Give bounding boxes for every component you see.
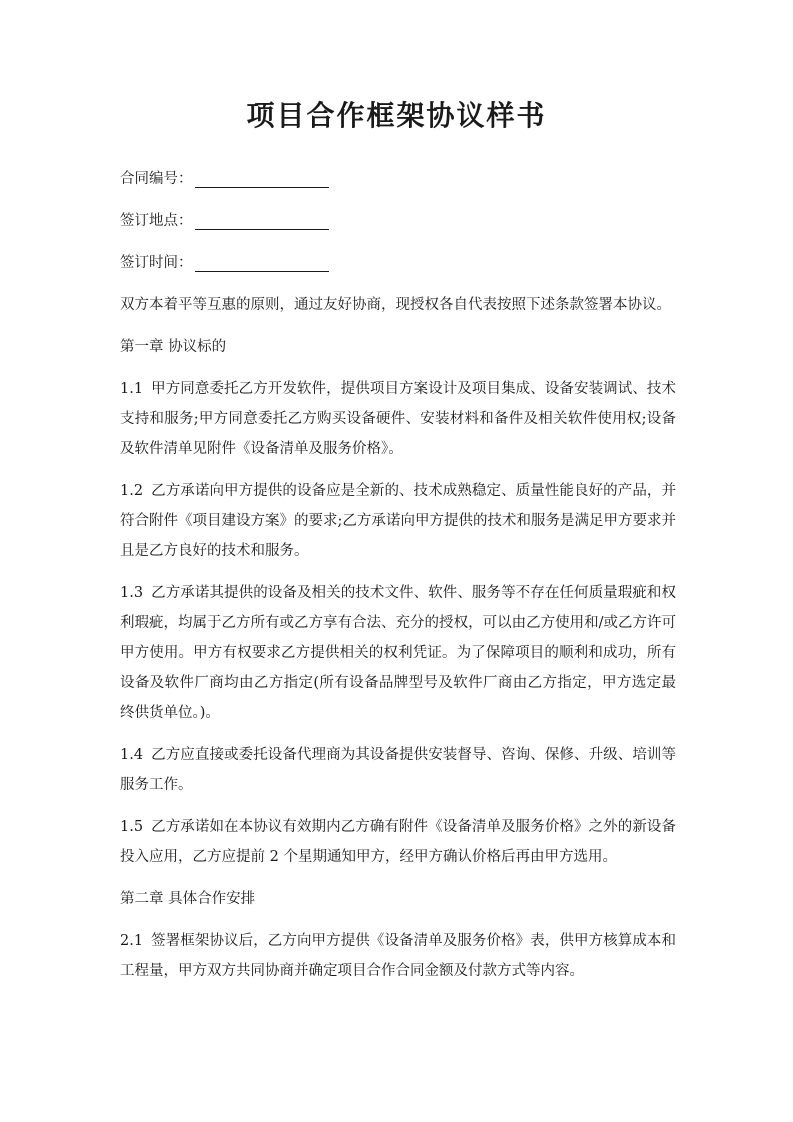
signing-time-label: 签订时间： xyxy=(120,255,193,271)
clause-text: 乙方承诺其提供的设备及相关的技术文件、软件、服务等不存在任何质量瑕疵和权利瑕疵，均属于乙方所有或乙方享有合法、充分的授权，可以由乙方使用和/或乙方许可甲方使用。甲方有权要求乙方提供相关的权利凭证。为了保障项目的顺利和成功，所有设备及软件厂商均由乙方指定(所有设备品牌型号及软件厂商由乙方指定，甲方选定最终供货单位。)。 xyxy=(120,585,676,721)
clause-text: 签署框架协议后，乙方向甲方提供《设备清单及服务价格》表，供甲方核算成本和工程量，甲方双方共同协商并确定项目合作合同金额及付款方式等内容。 xyxy=(120,933,676,979)
document-body xyxy=(120,164,676,998)
clause-text: 乙方承诺向甲方提供的设备应是全新的、技术成熟稳定、质量性能良好的产品，并符合附件《项目建设方案》的要求;乙方承诺向甲方提供的技术和服务是满足甲方要求并且是乙方良好的技术和服务。 xyxy=(120,483,676,559)
chapter-1-heading: 第一章 协议标的 xyxy=(120,339,227,355)
signing-time-field xyxy=(120,248,676,278)
clause-number: 1.5 xyxy=(120,819,144,835)
clause-number: 1.4 xyxy=(120,747,144,763)
clause-number: 1.1 xyxy=(120,381,144,397)
contract-number-field xyxy=(120,164,676,194)
clause-1-1 xyxy=(120,374,676,464)
clause-number: 1.3 xyxy=(120,585,144,601)
document-title: 项目合作框架协议样书 xyxy=(246,99,547,132)
signing-place-field xyxy=(120,206,676,236)
clause-1-4 xyxy=(120,740,676,800)
clause-1-2 xyxy=(120,476,676,566)
contract-number-blank[interactable] xyxy=(195,167,329,188)
intro-paragraph: 双方本着平等互惠的原则，通过友好协商，现授权各自代表按照下述条款签署本协议。 xyxy=(120,297,671,313)
contract-number-label: 合同编号： xyxy=(120,171,193,187)
clause-1-5 xyxy=(120,812,676,872)
chapter-2-heading: 第二章 具体合作安排 xyxy=(120,891,256,907)
clause-number: 2.1 xyxy=(120,933,144,949)
clause-number: 1.2 xyxy=(120,483,144,499)
clause-2-1 xyxy=(120,926,676,986)
clause-text: 乙方承诺如在本协议有效期内乙方确有附件《设备清单及服务价格》之外的新设备投入应用，乙方应提前 2 个星期通知甲方，经甲方确认价格后再由甲方选用。 xyxy=(120,819,676,865)
clause-1-3 xyxy=(120,578,676,728)
clause-text: 甲方同意委托乙方开发软件，提供项目方案设计及项目集成、设备安装调试、技术支持和服务;甲方同意委托乙方购买设备硬件、安装材料和备件及相关软件使用权;设备及软件清单见附件《设备清单及服务价格》。 xyxy=(120,381,676,457)
signing-place-blank[interactable] xyxy=(195,209,329,230)
signing-place-label: 签订地点： xyxy=(120,213,193,229)
signing-time-blank[interactable] xyxy=(195,251,329,272)
clause-text: 乙方应直接或委托设备代理商为其设备提供安装督导、咨询、保修、升级、培训等服务工作。 xyxy=(120,747,676,793)
